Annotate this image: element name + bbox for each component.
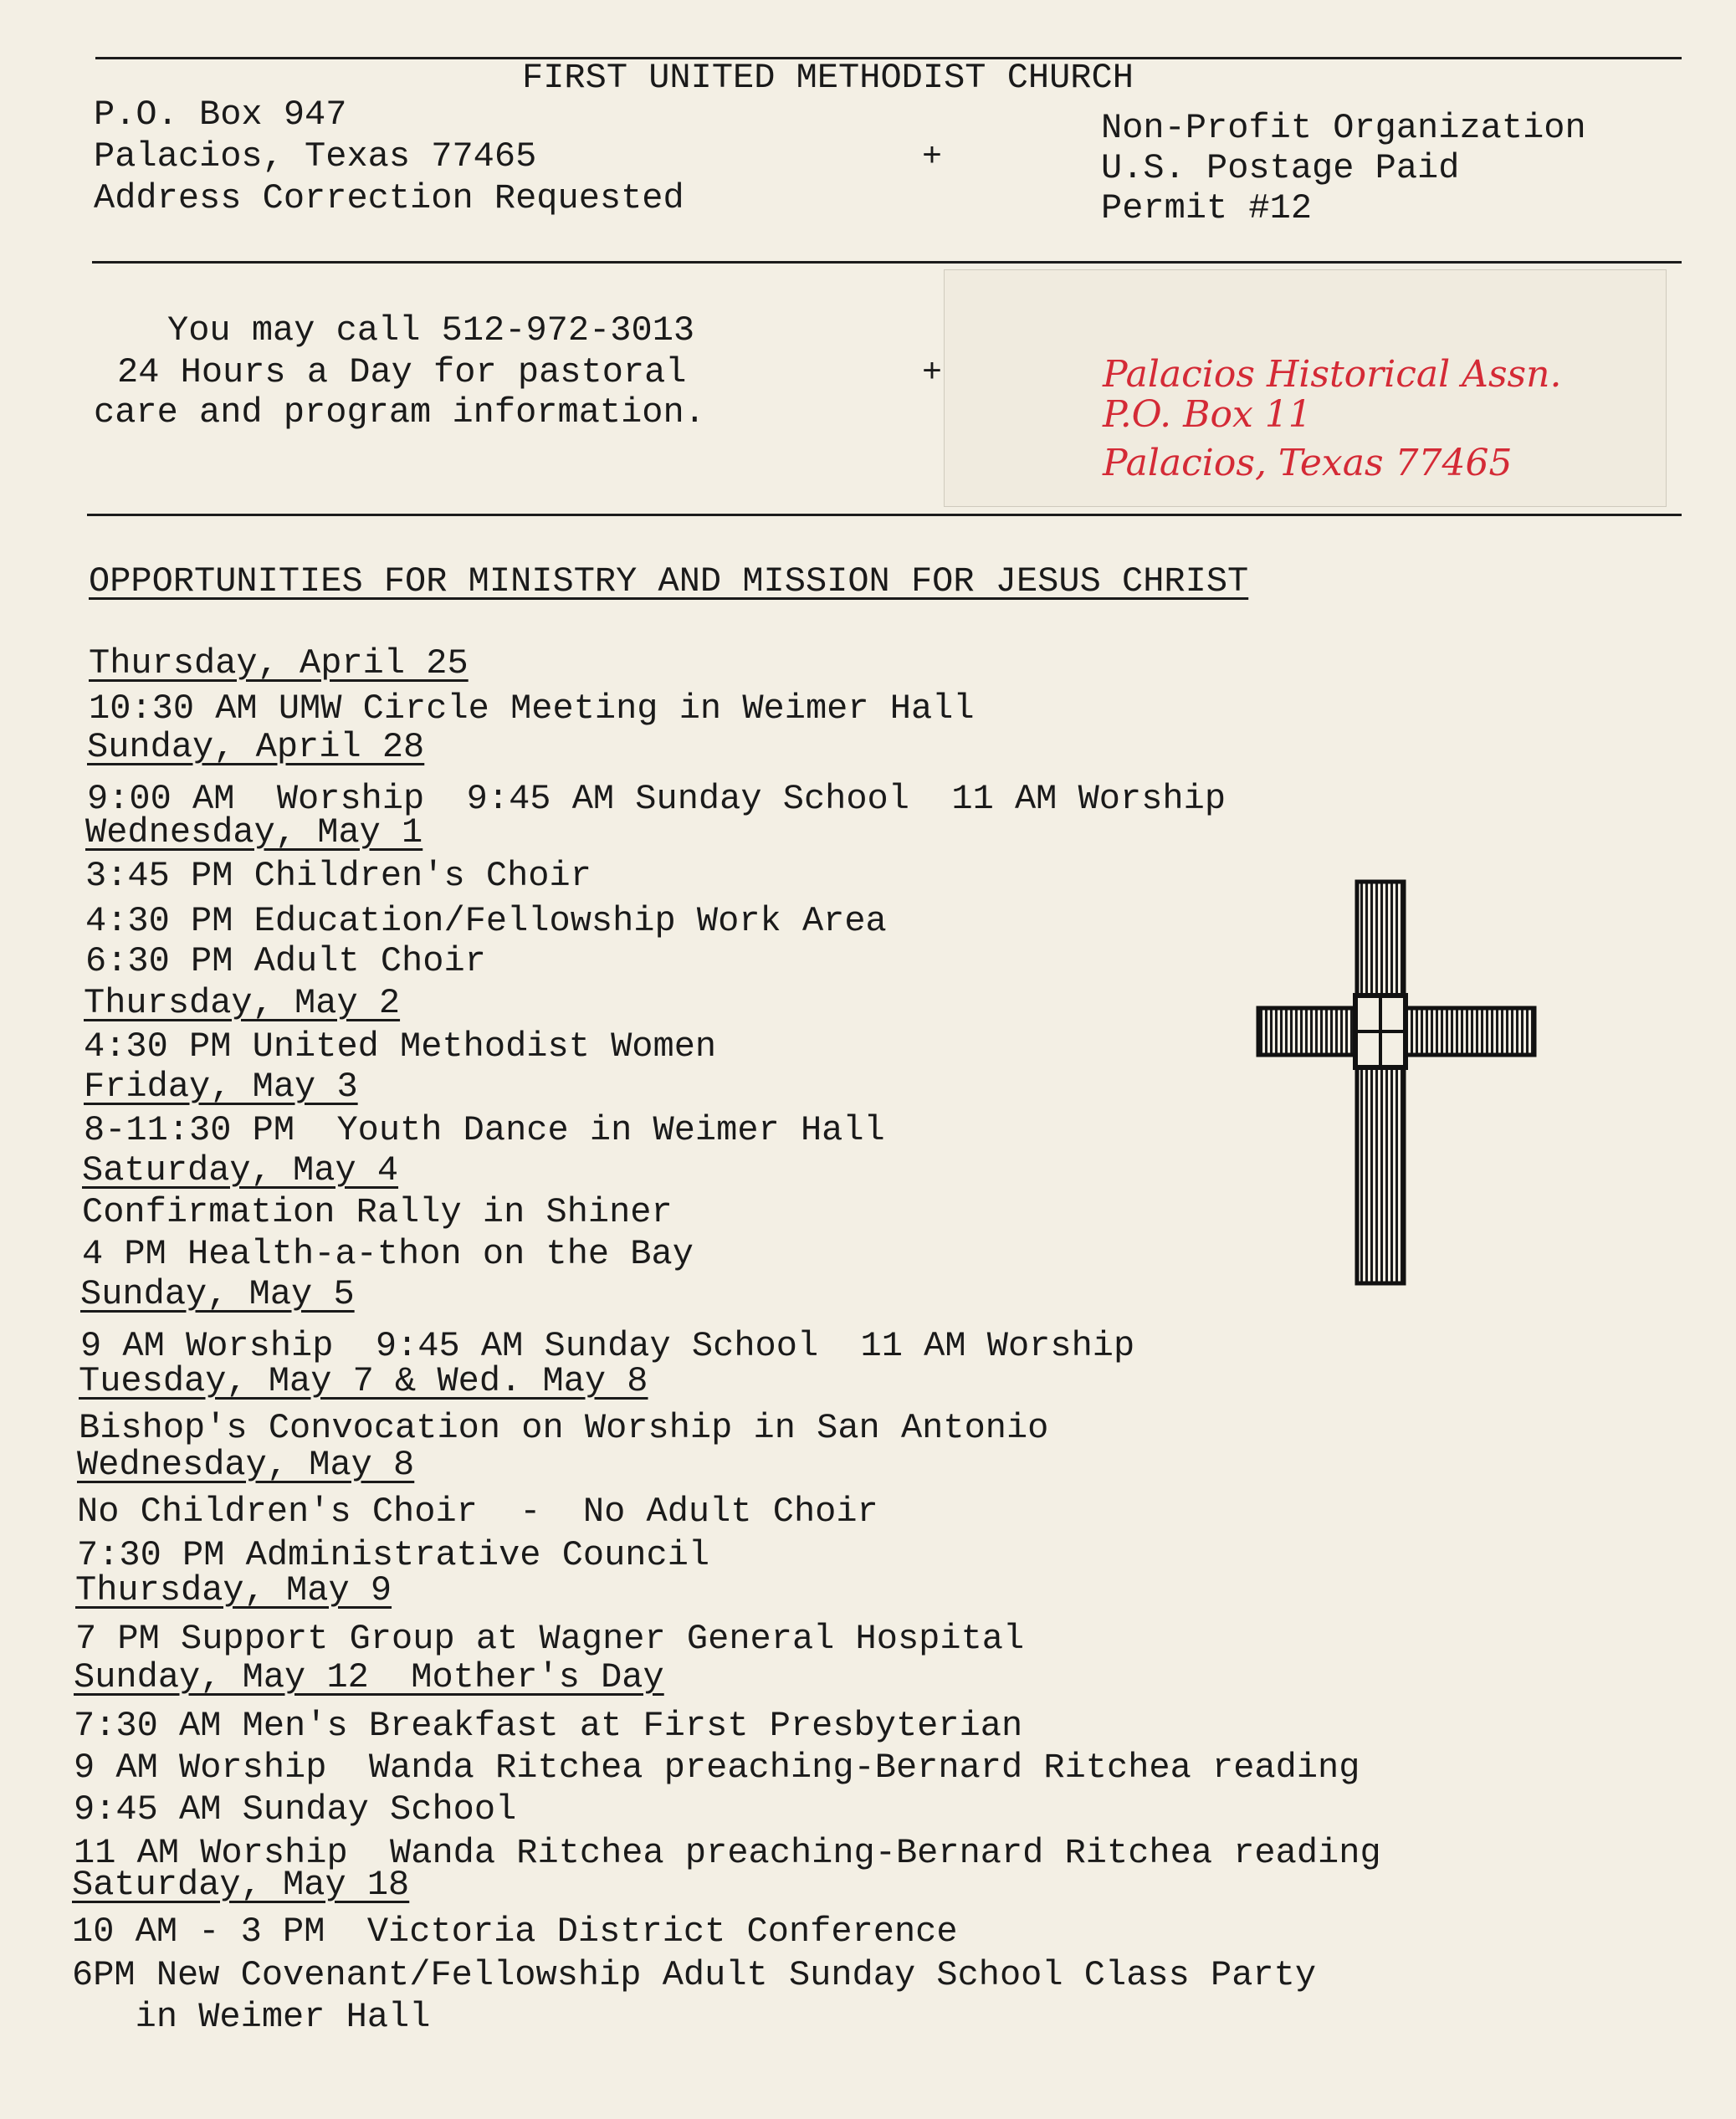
event-line: 6:30 PM Adult Choir	[85, 941, 486, 981]
postage-line-2: U.S. Postage Paid	[1101, 148, 1460, 188]
date-heading: Saturday, May 4	[82, 1150, 399, 1190]
event-line: 4:30 PM Education/Fellowship Work Area	[85, 901, 887, 941]
event-line: 10:30 AM UMW Circle Meeting in Weimer Hall	[89, 688, 975, 729]
event-line: 6PM New Covenant/Fellowship Adult Sunday School Class Party	[72, 1955, 1317, 1995]
label-line-1: Palacios Historical Assn.	[1103, 353, 1562, 396]
church-name: FIRST UNITED METHODIST CHURCH	[522, 58, 1134, 98]
section-rule	[87, 514, 1682, 516]
address-line-1: P.O. Box 947	[94, 95, 347, 135]
phone-line-1: You may call 512-972-3013	[167, 310, 695, 351]
event-line: 11 AM Worship Wanda Ritchea preaching-Bernard Ritchea reading	[74, 1833, 1381, 1873]
date-heading: Thursday, May 9	[75, 1570, 392, 1610]
event-line: 3:45 PM Children's Choir	[85, 856, 591, 896]
event-line: No Children's Choir - No Adult Choir	[77, 1492, 878, 1532]
label-line-2: P.O. Box 11	[1103, 393, 1312, 436]
date-heading: Friday, May 3	[84, 1067, 358, 1107]
section-title: OPPORTUNITIES FOR MINISTRY AND MISSION FOR JESUS CHRIST	[89, 561, 1249, 601]
event-line: 9:45 AM Sunday School	[74, 1789, 517, 1830]
phone-plus-mark: +	[922, 355, 943, 392]
date-heading: Wednesday, May 1	[85, 812, 423, 852]
date-heading: Thursday, May 2	[84, 983, 401, 1023]
date-heading: Sunday, April 28	[87, 727, 425, 767]
event-line: Confirmation Rally in Shiner	[82, 1192, 673, 1232]
date-heading: Sunday, May 5	[80, 1274, 355, 1314]
event-line: 7:30 AM Men's Breakfast at First Presbyterian	[74, 1706, 1023, 1746]
event-line: Bishop's Convocation on Worship in San Antonio	[79, 1408, 1049, 1448]
address-line-3: Address Correction Requested	[94, 178, 684, 218]
postage-line-3: Permit #12	[1101, 188, 1313, 228]
phone-line-3: care and program information.	[94, 392, 705, 433]
event-line: 7 PM Support Group at Wagner General Hospital	[75, 1619, 1025, 1659]
phone-line-2: 24 Hours a Day for pastoral	[117, 352, 687, 392]
date-heading: Tuesday, May 7 & Wed. May 8	[79, 1361, 648, 1401]
event-line: 4:30 PM United Methodist Women	[84, 1026, 717, 1067]
date-heading: Thursday, April 25	[89, 643, 469, 683]
cross-icon	[1255, 878, 1539, 1297]
event-line: 9 AM Worship Wanda Ritchea preaching-Bernard Ritchea reading	[74, 1748, 1360, 1788]
date-heading: Saturday, May 18	[72, 1865, 410, 1905]
event-line: 4 PM Health-a-thon on the Bay	[82, 1234, 694, 1274]
header-plus-mark: +	[922, 139, 943, 177]
postage-line-1: Non-Profit Organization	[1101, 108, 1586, 148]
event-line: 9:00 AM Worship 9:45 AM Sunday School 11 AM Worship	[87, 779, 1226, 819]
event-line: 9 AM Worship 9:45 AM Sunday School 11 AM Worship	[80, 1326, 1135, 1366]
date-heading: Sunday, May 12 Mother's Day	[74, 1657, 664, 1697]
event-line: 10 AM - 3 PM Victoria District Conference	[72, 1912, 958, 1952]
label-line-3: Palacios, Texas 77465	[1103, 442, 1513, 484]
header-rule	[92, 261, 1682, 264]
address-line-2: Palacios, Texas 77465	[94, 136, 537, 177]
event-line: 7:30 PM Administrative Council	[77, 1535, 710, 1575]
event-line: 8-11:30 PM Youth Dance in Weimer Hall	[84, 1110, 885, 1150]
event-line: in Weimer Hall	[72, 1997, 431, 2037]
date-heading: Wednesday, May 8	[77, 1445, 415, 1485]
